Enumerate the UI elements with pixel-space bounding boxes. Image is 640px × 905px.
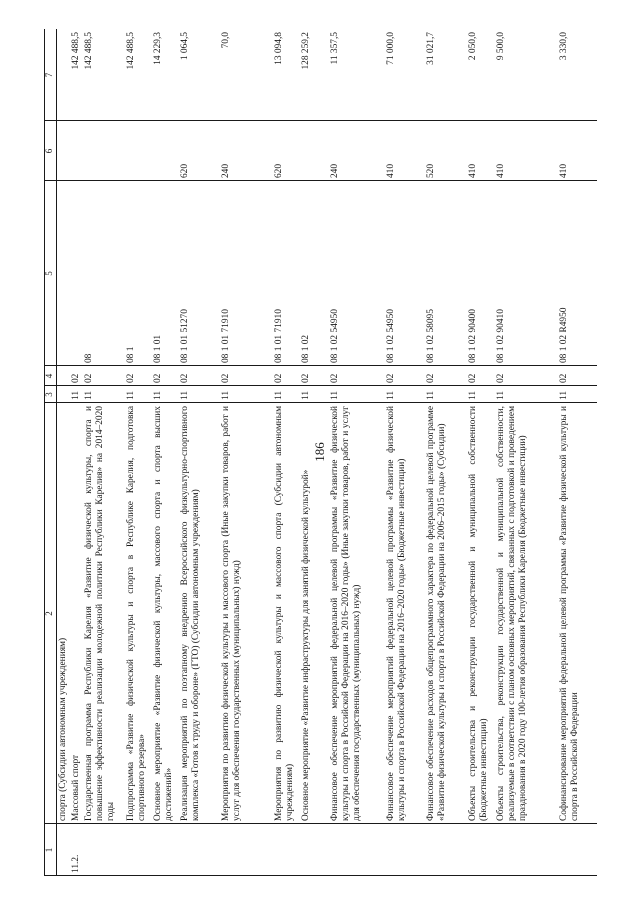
table-cell-5: 08 1 02 90400 xyxy=(467,309,478,363)
table-row xyxy=(274,29,300,876)
table-row xyxy=(153,29,179,876)
table-cell-3: 11 xyxy=(125,390,136,400)
table-cell-5: 08 1 02 90410 xyxy=(495,309,506,363)
page-number: 186 xyxy=(312,442,327,462)
table-cell-3: 11 xyxy=(385,390,396,400)
table-cell-7: 13 094,8 xyxy=(273,32,284,65)
table-cell-3: 11 xyxy=(467,390,478,400)
table-cell-3: 11 xyxy=(220,390,231,400)
table-cell-3: 11 xyxy=(495,390,506,400)
column-header-5: 5 xyxy=(43,271,54,276)
table-cell-7: 71 000,0 xyxy=(385,32,396,65)
table-cell-3: 11 xyxy=(300,390,311,400)
table-cell-4: 02 xyxy=(425,373,436,383)
table-cell-4: 02 xyxy=(385,373,396,383)
table-cell-4: 02 xyxy=(152,373,163,383)
table-row xyxy=(58,29,70,876)
table-cell-7: 142 488,5 xyxy=(125,32,136,70)
table-cell-name: Софинансирование мероприятий федеральной целевой программы «Развитие физической культуры и спорта в Российской Федерации xyxy=(558,406,580,821)
table-cell-name: Мероприятия по развитию физической культуры и массового спорта (Иные закупки товаров, работ и услуг для обеспечения государственных (муниципальных) нужд) xyxy=(220,406,242,821)
table-cell-6: 620 xyxy=(273,163,284,178)
table-cell-3: 11 xyxy=(273,390,284,400)
table-cell-name: Финансовое обеспечение мероприятий федеральной целевой программы «Развитие физической культуры и спорта в Российской Федерации на 2016–2020 годы» (Бюджетные инвестиции) xyxy=(385,406,407,821)
table-cell-5: 08 1 02 xyxy=(300,334,311,363)
table-cell-name: Объекты строительства, реконструкции государственной и муниципальной собственности, реализуемые в соответствии с планом основных мероприятий, связанных с подготовкой и проведением празднования в 2020 году 100-летия образования Республики Карелия (Бюджетные инвестиции) xyxy=(495,406,528,821)
table-cell-4: 02 xyxy=(273,373,284,383)
table-cell-name: Финансовое обеспечение расходов общепрограммного характера по федеральной целевой программе «Развитие физической культуры и спорта в Российской Федерации на 2006–2015 годы» (Субсидии) xyxy=(425,406,447,821)
table-cell-4: 02 xyxy=(220,373,231,383)
table-row xyxy=(126,29,152,876)
table-cell-5: 08 1 01 71910 xyxy=(220,309,231,363)
table-cell-6: 520 xyxy=(425,163,436,178)
table-cell-5: 08 1 02 R4950 xyxy=(558,307,569,363)
table-cell-7: 142 488,5 xyxy=(83,32,94,70)
table-cell-7: 70,0 xyxy=(220,32,231,49)
table-cell-name: Мероприятия по развитию физической культуры и массового спорта (Субсидии автономным учреждениям) xyxy=(273,406,295,821)
table-cell-3: 11 xyxy=(152,390,163,400)
table-row xyxy=(330,29,385,876)
table-row xyxy=(221,29,273,876)
table-cell-4: 02 xyxy=(125,373,136,383)
table-row xyxy=(180,29,220,876)
table-cell-name: Государственная программа Республики Карелия «Развитие физической культуры, спорта и повышение эффективности реализации молодежной политики Республики Карелия» на 2014–2020 годы xyxy=(83,406,116,821)
table-cell-3: 11 xyxy=(329,390,340,400)
table-cell-5: 08 1 02 58095 xyxy=(425,309,436,363)
table-cell-5: 08 1 xyxy=(125,346,136,363)
table-cell-7: 31 021,7 xyxy=(425,32,436,65)
table-cell-4: 02 xyxy=(179,373,190,383)
table-cell-3: 11 xyxy=(83,390,94,400)
column-header-4: 4 xyxy=(43,373,54,379)
table-row xyxy=(559,29,597,876)
table-cell-7: 14 229,3 xyxy=(152,32,163,65)
table-cell-7: 1 064,5 xyxy=(179,32,190,61)
table-cell-4: 02 xyxy=(83,373,94,383)
table-cell-7: 11 357,5 xyxy=(329,32,340,65)
column-header-7: 7 xyxy=(43,72,54,78)
column-header-6: 6 xyxy=(43,148,54,154)
table-row xyxy=(496,29,558,876)
table-row xyxy=(468,29,495,876)
table-cell-6: 240 xyxy=(329,163,340,178)
table-row xyxy=(71,29,83,876)
table-cell-3: 11 xyxy=(425,390,436,400)
table-cell-6: 240 xyxy=(220,163,231,178)
table-row xyxy=(426,29,467,876)
table-cell-6: 410 xyxy=(495,163,506,178)
column-header-2: 2 xyxy=(43,611,54,616)
table-cell-5: 08 1 01 71910 xyxy=(273,309,284,363)
table-cell-7: 142 488,5 xyxy=(70,32,81,70)
table-cell-name: Основное мероприятие «Развитие физической культуры, массового спорта и спорта высших достижений» xyxy=(152,406,174,821)
table-cell-5: 08 1 01 51270 xyxy=(179,309,190,363)
budget-table xyxy=(44,29,597,876)
table-cell-name: Объекты строительства и реконструкции государственной и муниципальной собственности (Бюджетные инвестиции) xyxy=(467,406,489,821)
table-cell-name: спорта (Субсидии автономным учреждениям) xyxy=(57,637,68,821)
table-cell-7: 2 050,0 xyxy=(467,32,478,61)
table-cell-5: 08 1 01 xyxy=(152,334,163,363)
column-header-3: 3 xyxy=(43,392,54,397)
table-cell-5: 08 xyxy=(83,353,94,363)
table-cell-4: 02 xyxy=(467,373,478,383)
table-cell-4: 02 xyxy=(329,373,340,383)
table-row xyxy=(301,29,329,876)
column-header-1: 1 xyxy=(43,847,54,853)
table-cell-name: Подпрограмма «Развитие физической культуры и спорта в Республике Карелия, подготовка спортивного резерва» xyxy=(125,406,147,821)
table-cell-4: 02 xyxy=(558,373,569,383)
header-separator xyxy=(56,29,57,876)
table-row xyxy=(84,29,124,876)
table-cell-4: 02 xyxy=(495,373,506,383)
table-cell-6: 620 xyxy=(179,163,190,178)
table-cell-5: 08 1 02 54950 xyxy=(385,309,396,363)
table-cell-4: 02 xyxy=(70,373,81,383)
table-cell-name: Массовый спорт xyxy=(70,754,81,821)
table-cell-name: Реализация мероприятий по поэтапному внедрению Всероссийского физкультурно-спортивного комплекса «Готов к труду и обороне» (ГТО) (Субсидии автономным учреждениям) xyxy=(179,406,201,821)
table-cell-3: 11 xyxy=(70,390,81,400)
rotated-table-wrapper xyxy=(44,29,597,876)
table-cell-6: 410 xyxy=(467,163,478,178)
table-cell-3: 11 xyxy=(179,390,190,400)
table-cell-6: 410 xyxy=(558,163,569,178)
table-cell-7: 3 330,0 xyxy=(558,32,569,61)
table-cell-3: 11 xyxy=(558,390,569,400)
table-cell-5: 08 1 02 54950 xyxy=(329,309,340,363)
table-cell-7: 128 259,2 xyxy=(300,32,311,70)
table-row xyxy=(386,29,424,876)
table-cell-7: 9 500,0 xyxy=(495,32,506,61)
table-cell-name: Основное мероприятие «Развитие инфраструктуры для занятий физической культурой» xyxy=(300,469,311,821)
table-cell-name: Финансовое обеспечение мероприятий федеральной целевой программы «Развитие физической культуры и спорта в Российской Федерации на 2016–2020 годы» (Иные закупки товаров, работ и услуг для обеспечения государственных (муниципальных) нужд) xyxy=(329,406,362,821)
table-cell-6: 410 xyxy=(385,163,396,178)
table-cell-1: 11.2. xyxy=(70,854,81,873)
table-cell-4: 02 xyxy=(300,373,311,383)
